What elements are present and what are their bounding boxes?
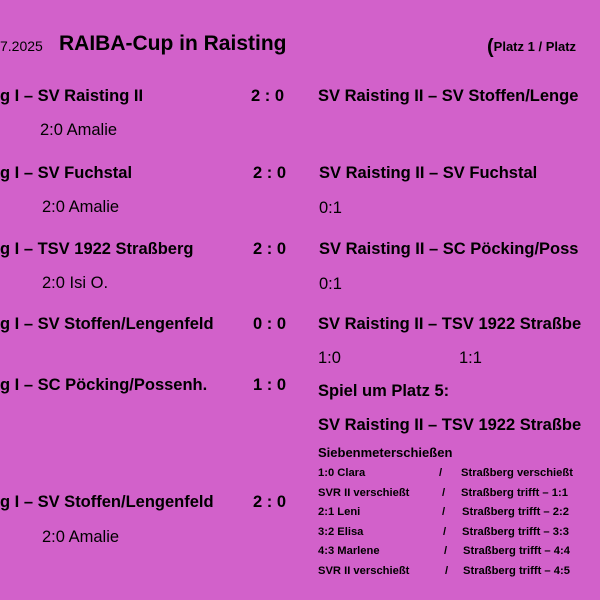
shootout-left: 2:1 Leni [318, 506, 361, 518]
shootout-right: Straßberg trifft – 1:1 [461, 487, 568, 499]
match-teams: g I – SC Pöcking/Possenh. [0, 376, 208, 394]
match-score: 2 : 0 [253, 164, 287, 182]
match-goal: 0:1 [319, 199, 342, 217]
platz5-heading: Spiel um Platz 5: [318, 382, 450, 400]
match-score: 2 : 0 [251, 87, 285, 105]
shootout-left: 1:0 Clara [318, 467, 366, 479]
match-score: 1 : 0 [253, 376, 287, 394]
shootout-separator: / [439, 467, 443, 479]
shootout-separator: / [444, 545, 448, 557]
platz5-teams: SV Raisting II – TSV 1922 Straßbe [318, 416, 582, 434]
match-teams: SV Raisting II – SV Stoffen/Lenge [318, 87, 579, 105]
match-goal: 0:1 [319, 275, 342, 293]
platz-text: Platz 1 / Platz [493, 39, 577, 54]
shootout-right: Straßberg trifft – 4:5 [463, 565, 570, 577]
match-teams: g I – SV Raisting II [0, 87, 144, 105]
match-teams: g I – SV Stoffen/Lengenfeld [0, 315, 214, 333]
match-teams: g I – SV Fuchstal [0, 164, 133, 182]
platz-paren: ( [487, 36, 494, 58]
match-scorers: 2:0 Amalie [42, 528, 120, 546]
match-score: 2 : 0 [253, 240, 287, 258]
shootout-left: 4:3 Marlene [318, 545, 380, 557]
shootout-left: SVR II verschießt [318, 487, 410, 499]
shootout-separator: / [442, 487, 446, 499]
shootout-right: Straßberg trifft – 3:3 [462, 526, 569, 538]
match-teams: SV Raisting II – SV Fuchstal [319, 164, 538, 182]
match-score: 2 : 0 [253, 493, 287, 511]
page-title: RAIBA-Cup in Raisting [59, 32, 287, 55]
match-teams: g I – SV Stoffen/Lengenfeld [0, 493, 214, 511]
match-score: 0 : 0 [253, 315, 287, 333]
match-goal: 1:0 [318, 349, 341, 367]
date-text: 7.2025 [0, 38, 43, 54]
shootout-left: SVR II verschießt [318, 565, 410, 577]
match-scorers: 2:0 Isi O. [42, 274, 109, 292]
match-scorers: 2:0 Amalie [40, 121, 118, 139]
match-scorers: 2:0 Amalie [42, 198, 120, 216]
match-goal: 1:1 [459, 349, 482, 367]
shootout-right: Straßberg trifft – 2:2 [462, 506, 569, 518]
shootout-separator: / [443, 526, 447, 538]
match-teams: g I – TSV 1922 Straßberg [0, 240, 194, 258]
shootout-left: 3:2 Elisa [318, 526, 364, 538]
match-teams: SV Raisting II – TSV 1922 Straßbe [318, 315, 582, 333]
shootout-separator: / [442, 506, 446, 518]
shootout-right: Straßberg verschießt [461, 467, 573, 479]
shootout-right: Straßberg trifft – 4:4 [463, 545, 570, 557]
shootout-title: Siebenmeterschießen [318, 445, 453, 460]
match-teams: SV Raisting II – SC Pöcking/Poss [319, 240, 579, 258]
shootout-separator: / [445, 565, 449, 577]
platz-heading [487, 36, 576, 59]
